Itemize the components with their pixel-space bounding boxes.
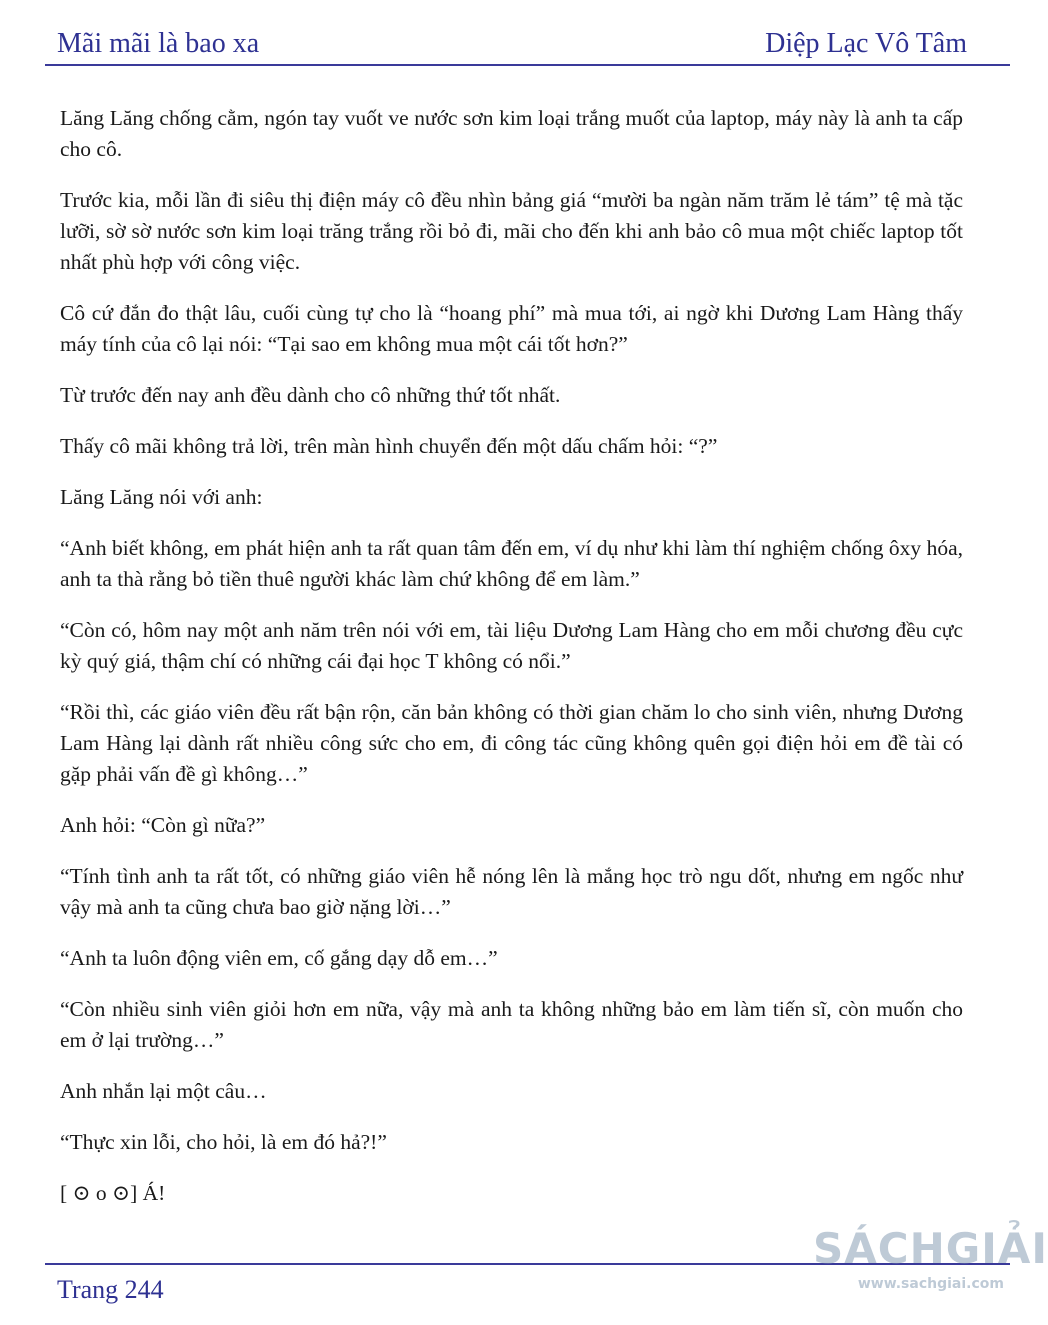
- paragraph: Anh hỏi: “Còn gì nữa?”: [60, 813, 266, 837]
- page-body: [60, 103, 963, 1229]
- header-divider: [45, 64, 1010, 66]
- paragraph: “Còn có, hôm nay một anh năm trên nói với em, tài liệu Dương Lam Hàng cho em mỗi chương đều cực kỳ quý giá, thậm chí có những cái đại học T không có nổi.”: [60, 618, 963, 673]
- author-name: Diệp Lạc Vô Tâm: [765, 28, 967, 59]
- paragraph: Lăng Lăng chống cằm, ngón tay vuốt ve nước sơn kim loại trắng muốt của laptop, máy này là anh ta cấp cho cô.: [60, 106, 963, 161]
- paragraph: Từ trước đến nay anh đều dành cho cô những thứ tốt nhất.: [60, 383, 561, 407]
- watermark-logo: SÁCHGIẢI: [813, 1224, 1048, 1273]
- paragraph: “Còn nhiều sinh viên giỏi hơn em nữa, vậy mà anh ta không những bảo em làm tiến sĩ, còn muốn cho em ở lại trường…”: [60, 997, 963, 1052]
- paragraph: Thấy cô mãi không trả lời, trên màn hình chuyển đến một dấu chấm hỏi: “?”: [60, 434, 718, 458]
- paragraph: Cô cứ đắn đo thật lâu, cuối cùng tự cho là “hoang phí” mà mua tới, ai ngờ khi Dương Lam Hàng thấy máy tính của cô lại nói: “Tại sao em không mua một cái tốt hơn?”: [60, 301, 963, 356]
- paragraph: “Thực xin lỗi, cho hỏi, là em đó hả?!”: [60, 1130, 387, 1154]
- paragraph: [ ⊙ o ⊙] Á!: [60, 1181, 166, 1205]
- watermark-url: www.sachgiai.com: [857, 1276, 1004, 1292]
- paragraph: Anh nhắn lại một câu…: [60, 1079, 267, 1103]
- page-number: Trang 244: [57, 1275, 164, 1304]
- paragraph: “Tính tình anh ta rất tốt, có những giáo viên hễ nóng lên là mắng học trò ngu dốt, nhưng em ngốc như vậy mà anh ta cũng chưa bao giờ nặng lời…”: [60, 864, 963, 919]
- paragraph: Trước kia, mỗi lần đi siêu thị điện máy cô đều nhìn bảng giá “mười ba ngàn năm trăm lẻ tám” tệ mà tặc lưỡi, sờ sờ nước sơn kim loại trăng trắng rồi bỏ đi, mãi cho đến khi anh bảo cô mua một chiếc laptop tốt nhất phù hợp với công việc.: [60, 188, 963, 274]
- watermark: [813, 1224, 1048, 1292]
- book-title: Mãi mãi là bao xa: [57, 28, 260, 59]
- paragraph: “Anh ta luôn động viên em, cố gắng dạy dỗ em…”: [60, 946, 498, 970]
- paragraph: “Rồi thì, các giáo viên đều rất bận rộn, căn bản không có thời gian chăm lo cho sinh viên, nhưng Dương Lam Hàng lại dành rất nhiều công sức cho em, đi công tác cũng không quên gọi điện hỏi em đề tài có gặp phải vấn đề gì không…”: [60, 700, 963, 786]
- page-header: [57, 26, 967, 62]
- paragraph: “Anh biết không, em phát hiện anh ta rất quan tâm đến em, ví dụ như khi làm thí nghiệm chống ôxy hóa, anh ta thà rằng bỏ tiền thuê người khác làm chứ không để em làm.”: [60, 536, 963, 591]
- paragraph: Lăng Lăng nói với anh:: [60, 485, 263, 509]
